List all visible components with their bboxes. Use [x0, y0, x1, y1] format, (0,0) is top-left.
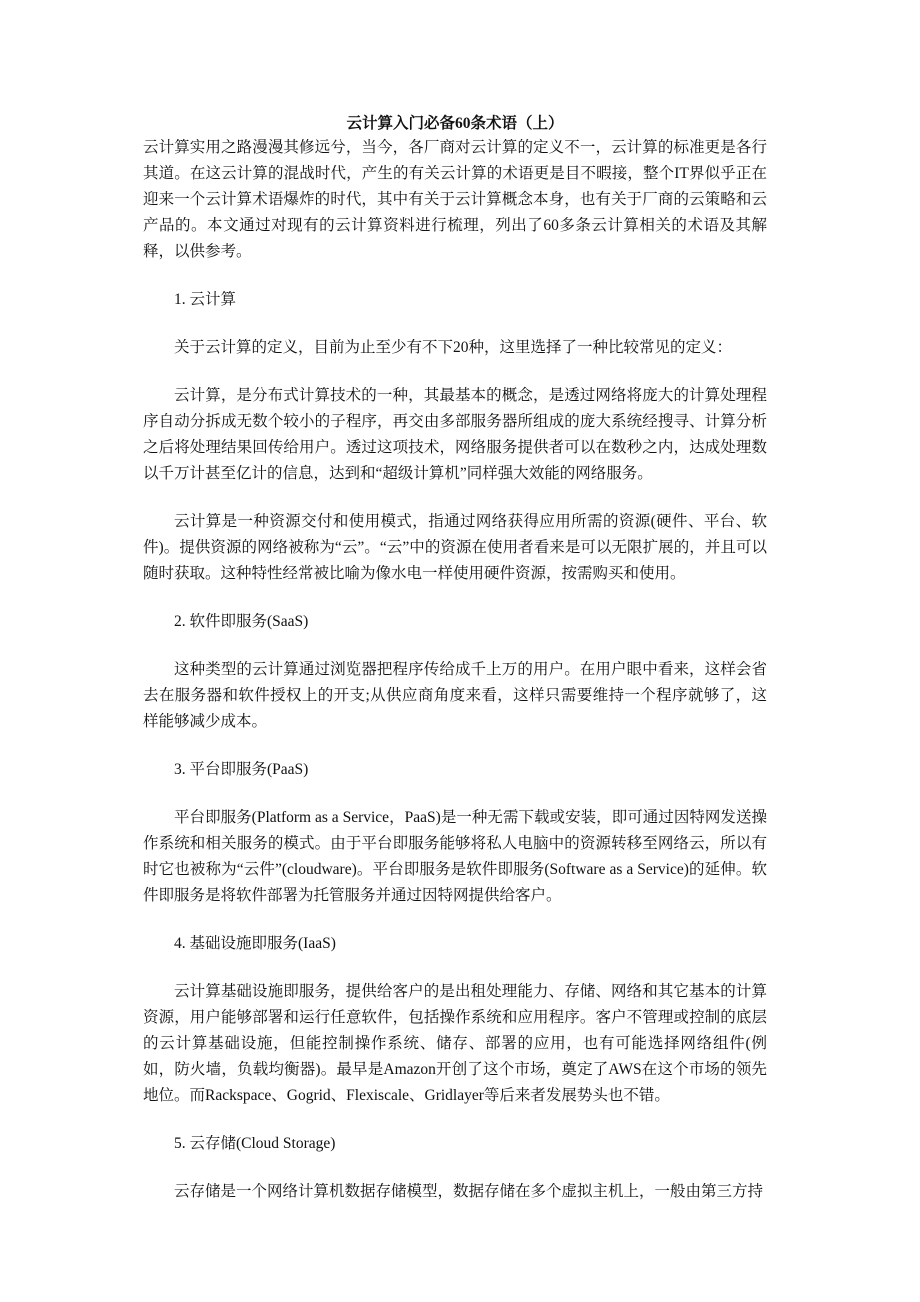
- intro-paragraph: 云计算实用之路漫漫其修远兮，当今，各厂商对云计算的定义不一，云计算的标准更是各行其道。在这云计算的混战时代，产生的有关云计算的术语更是目不暇接，整个IT界似乎正在迎来一个云计算术语爆炸的时代，其中有关于云计算概念本身，也有关于厂商的云策略和云产品的。本文通过对现有的云计算资料进行梳理，列出了60多条云计算相关的术语及其解释，以供参考。: [143, 139, 767, 260]
- paragraph: 云计算是一种资源交付和使用模式，指通过网络获得应用所需的资源(硬件、平台、软件)。提供资源的网络被称为“云”。“云”中的资源在使用者看来是可以无限扩展的，并且可以随时获取。这种特性经常被比喻为像水电一样使用硬件资源，按需购买和使用。: [143, 513, 767, 582]
- paragraph: 关于云计算的定义，目前为止至少有不下20种，这里选择了一种比较常见的定义：: [174, 339, 733, 356]
- section-heading: 2. 软件即服务(SaaS): [174, 613, 309, 630]
- paragraph: 云计算基础设施即服务，提供给客户的是出租处理能力、存储、网络和其它基本的计算资源，用户能够部署和运行任意软件，包括操作系统和应用程序。客户不管理或控制的底层的云计算基础设施，但能控制操作系统、储存、部署的应用，也有可能选择网络组件(例如，防火墙，负载均衡器)。最早是Amazon开创了这个市场，奠定了AWS在这个市场的领先地位。而Rackspace、Gogrid、Flexiscale、Gridlayer等后来者发展势头也不错。: [143, 983, 767, 1104]
- paragraph: 平台即服务(Platform as a Service，PaaS)是一种无需下载或安装，即可通过因特网发送操作系统和相关服务的模式。由于平台即服务能够将私人电脑中的资源转移至网络云，所以有时它也被称为“云件”(cloudware)。平台即服务是软件即服务(Software as a Service)的延伸。软件即服务是将软件部署为托管服务并通过因特网提供给客户。: [143, 809, 767, 904]
- paragraph: 云存储是一个网络计算机数据存储模型，数据存储在多个虚拟主机上，一般由第三方持: [174, 1183, 764, 1200]
- section-heading: 4. 基础设施即服务(IaaS): [174, 935, 336, 952]
- document-page: [143, 113, 767, 1227]
- section-heading: 3. 平台即服务(PaaS): [174, 761, 309, 778]
- section-heading: 5. 云存储(Cloud Storage): [174, 1135, 336, 1152]
- section-heading: 1. 云计算: [174, 291, 237, 308]
- paragraph: 这种类型的云计算通过浏览器把程序传给成千上万的用户。在用户眼中看来，这样会省去在服务器和软件授权上的开支;从供应商角度来看，这样只需要维持一个程序就够了，这样能够减少成本。: [143, 661, 767, 730]
- paragraph: 云计算，是分布式计算技术的一种，其最基本的概念，是透过网络将庞大的计算处理程序自动分拆成无数个较小的子程序，再交由多部服务器所组成的庞大系统经搜寻、计算分析之后将处理结果回传给用户。透过这项技术，网络服务提供者可以在数秒之内，达成处理数以千万计甚至亿计的信息，达到和“超级计算机”同样强大效能的网络服务。: [143, 387, 767, 482]
- document-title: 云计算入门必备60条术语（上）: [346, 115, 564, 132]
